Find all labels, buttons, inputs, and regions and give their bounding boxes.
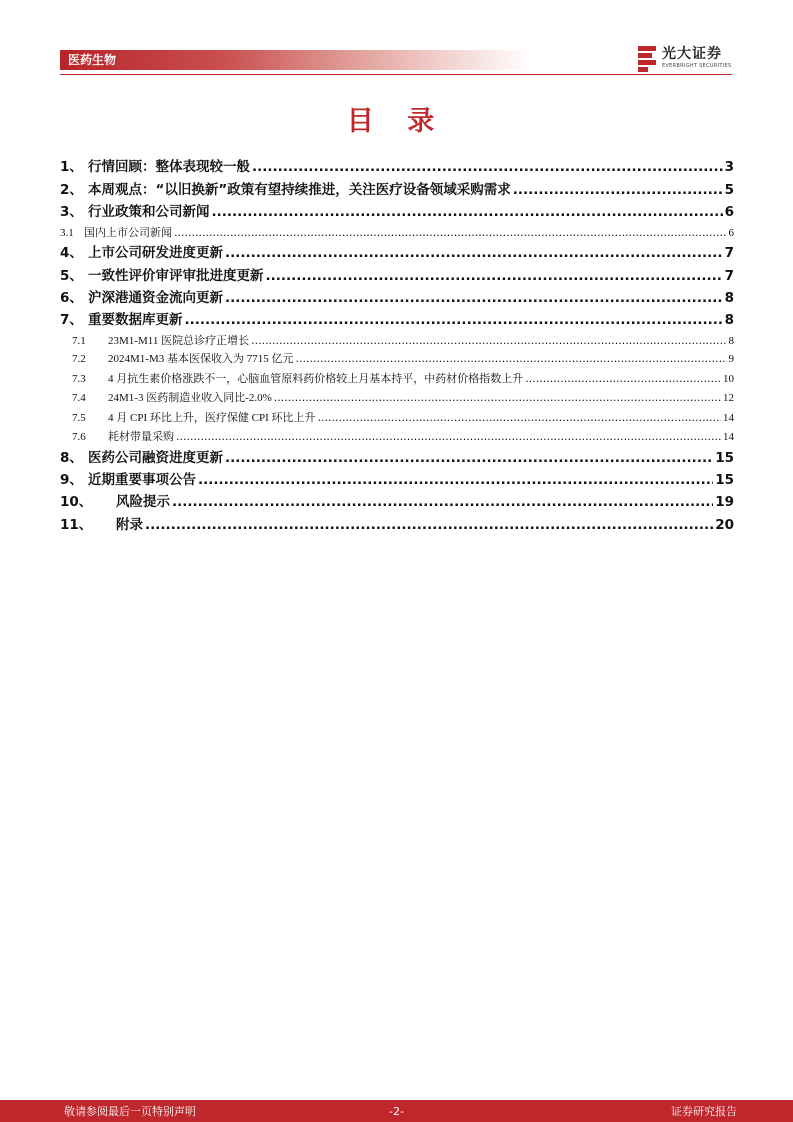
toc-leader-dots: [185, 309, 723, 331]
toc-entry-page: 12: [723, 392, 734, 404]
toc-leader-dots: [225, 287, 723, 309]
toc-entry-page: 15: [715, 472, 734, 488]
toc-entry-page: 6: [724, 204, 734, 220]
toc-entry-number: 3、: [60, 204, 83, 220]
toc-entry-number: 9、: [60, 472, 83, 488]
toc-leader-dots: [513, 179, 723, 201]
toc-entry-text: 23M1-M11 医院总诊疗正增长: [108, 335, 250, 347]
toc-leader-dots: [266, 265, 723, 287]
toc-entry-text: 耗材带量采购: [108, 431, 174, 443]
toc-entry[interactable]: [60, 242, 734, 264]
toc-entry[interactable]: [60, 309, 734, 331]
toc-subentry[interactable]: [60, 427, 734, 446]
toc-entry-number: 10、: [60, 494, 93, 510]
toc-entry-page: 9: [728, 353, 734, 365]
toc-entry-number: 7.3: [72, 373, 86, 385]
toc-leader-dots: [145, 514, 713, 536]
brand-logo: [638, 46, 738, 74]
toc-subentry[interactable]: [60, 388, 734, 407]
toc-entry[interactable]: [60, 265, 734, 287]
toc-leader-dots: [274, 388, 721, 407]
toc-entry-text: 4 月抗生素价格涨跌不一，心脑血管原料药价格较上月基本持平，中药材价格指数上升: [108, 373, 524, 385]
toc-entry-number: 8、: [60, 450, 83, 466]
footer-page-number: -2-: [389, 1105, 404, 1118]
toc-entry-text: 4 月 CPI 环比上升，医疗保健 CPI 环比上升: [108, 412, 316, 424]
toc-entry-text: 行业政策和公司新闻: [88, 204, 210, 220]
toc-entry-number: 11、: [60, 517, 93, 533]
toc-entry-number: 7、: [60, 312, 83, 328]
toc-entry[interactable]: [60, 201, 734, 223]
toc-entry-page: 7: [724, 268, 734, 284]
toc-entry-page: 15: [715, 450, 734, 466]
toc-entry-page: 10: [723, 373, 734, 385]
toc-entry-number: 7.6: [72, 431, 86, 443]
toc-entry[interactable]: [60, 514, 734, 536]
page-header: [60, 46, 732, 74]
toc-subentry[interactable]: [60, 223, 734, 242]
toc-entry-page: 7: [724, 245, 734, 261]
toc-entry-number: 5、: [60, 268, 83, 284]
toc-entry-text: 2024M1-M3 基本医保收入为 7715 亿元: [108, 353, 294, 365]
section-label: 医药生物: [68, 53, 117, 67]
header-band: [60, 50, 530, 70]
toc-leader-dots: [212, 201, 723, 223]
toc-subentry[interactable]: [60, 349, 734, 368]
toc-entry-number: 3.1: [60, 227, 74, 239]
toc-entry-text: 本周观点：“以旧换新”政策有望持续推进，关注医疗设备领域采购需求: [88, 182, 511, 198]
toc-leader-dots: [198, 469, 713, 491]
toc-entry[interactable]: [60, 287, 734, 309]
toc-entry-number: 4、: [60, 245, 83, 261]
toc-leader-dots: [225, 447, 713, 469]
brand-name-cn: 光大证券: [662, 46, 722, 62]
toc-entry-text: 国内上市公司新闻: [84, 227, 172, 239]
toc-entry-text: 近期重要事项公告: [88, 472, 196, 488]
toc-entry[interactable]: [60, 179, 734, 201]
toc-entry-page: 14: [723, 431, 734, 443]
toc-entry-text: 风险提示: [116, 494, 170, 510]
toc-entry[interactable]: [60, 447, 734, 469]
toc-entry-page: 3: [724, 159, 734, 175]
toc-leader-dots: [295, 349, 726, 368]
toc-entry-text: 医药公司融资进度更新: [88, 450, 223, 466]
toc-entry-page: 6: [728, 227, 734, 239]
toc-entry-page: 8: [728, 335, 734, 347]
toc-entry-number: 6、: [60, 290, 83, 306]
footer-disclaimer: 敬请参阅最后一页特别声明: [64, 1105, 196, 1118]
toc-entry-number: 7.2: [72, 353, 86, 365]
toc-entry-text: 附录: [116, 517, 143, 533]
toc-entry-number: 7.1: [72, 335, 86, 347]
toc-subentry[interactable]: [60, 408, 734, 427]
toc-entry-text: 上市公司研发进度更新: [88, 245, 223, 261]
footer-doc-type: 证券研究报告: [671, 1105, 737, 1118]
toc-leader-dots: [525, 369, 721, 388]
toc-leader-dots: [251, 331, 726, 350]
toc-leader-dots: [174, 223, 727, 242]
toc-leader-dots: [252, 156, 723, 178]
toc-entry-page: 20: [715, 517, 734, 533]
toc-leader-dots: [225, 242, 723, 264]
toc-entry-text: 重要数据库更新: [88, 312, 183, 328]
toc-entry-page: 8: [724, 312, 734, 328]
toc-subentry[interactable]: [60, 331, 734, 350]
toc-entry-page: 8: [724, 290, 734, 306]
brand-name-en: EVERBRIGHT SECURITIES: [662, 63, 732, 69]
toc-entry-text: 行情回顾：整体表现较一般: [88, 159, 250, 175]
toc-entry-page: 19: [715, 494, 734, 510]
toc-leader-dots: [176, 427, 721, 446]
toc-leader-dots: [172, 491, 713, 513]
toc-entry[interactable]: [60, 491, 734, 513]
header-rule: [60, 74, 732, 75]
toc-subentry[interactable]: [60, 369, 734, 388]
toc-entry-page: 5: [724, 182, 734, 198]
toc-title: 目 录: [346, 106, 447, 137]
toc-entry-text: 24M1-3 医药制造业收入同比-2.0%: [108, 392, 272, 404]
toc-entry[interactable]: [60, 156, 734, 178]
everbright-logo-icon: [638, 46, 656, 72]
toc-entry-page: 14: [723, 412, 734, 424]
toc-entry-text: 沪深港通资金流向更新: [88, 290, 223, 306]
toc-leader-dots: [317, 408, 721, 427]
toc-entry-number: 7.4: [72, 392, 86, 404]
toc-entry-text: 一致性评价审评审批进度更新: [88, 268, 264, 284]
toc-entry[interactable]: [60, 469, 734, 491]
toc-entry-number: 2、: [60, 182, 83, 198]
toc-entry-number: 1、: [60, 159, 83, 175]
toc-entry-number: 7.5: [72, 412, 86, 424]
